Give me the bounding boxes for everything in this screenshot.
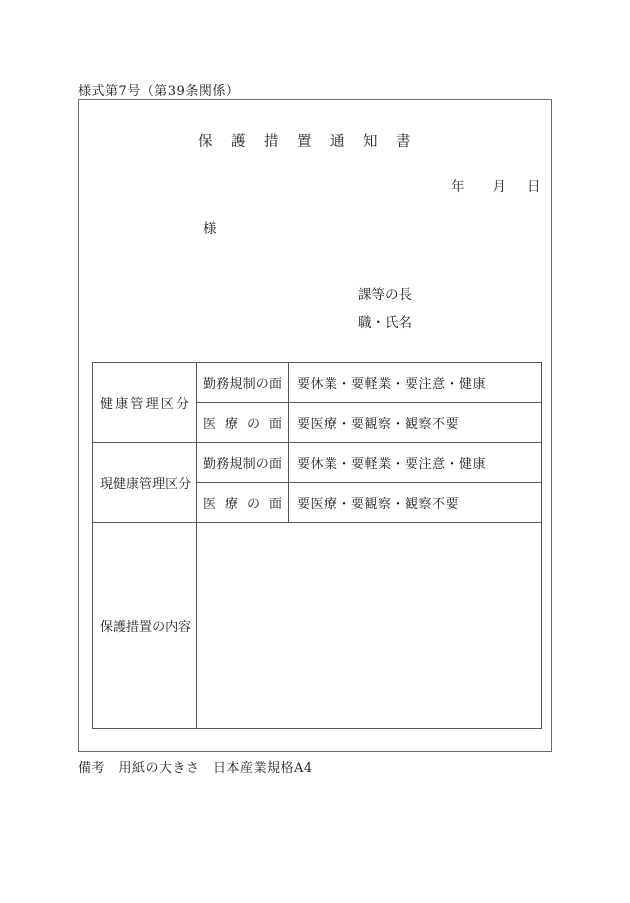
work-restriction-label: 勤 務 規 制 の 面 — [203, 377, 282, 392]
work-restriction-options: 要休業・要軽業・要注意・健康 — [289, 363, 542, 403]
addressee-honorific: 様 — [203, 221, 217, 237]
work-restriction-label-cell — [197, 443, 289, 483]
health-classification-header — [93, 363, 197, 443]
current-health-classification-header-label: 現 健 康 管 理 区 分 — [100, 477, 192, 492]
date-year-label: 年 — [451, 179, 465, 195]
protection-measures-content-cell — [197, 523, 542, 729]
medical-aspect-label-cell — [197, 403, 289, 443]
medical-aspect-label: 医 療 の 面 — [203, 417, 282, 432]
table-row — [93, 523, 542, 729]
current-health-classification-header — [93, 443, 197, 523]
protection-measures-header-label: 保 護 措 置 の 内 容 — [100, 620, 192, 635]
remarks-note: 備考 用紙の大きさ 日本産業規格A4 — [78, 761, 313, 776]
medical-aspect-options: 要医療・要観察・観察不要 — [289, 403, 542, 443]
table-row — [93, 443, 542, 483]
classification-table — [92, 362, 542, 729]
medical-aspect-options: 要医療・要観察・観察不要 — [289, 483, 542, 523]
medical-aspect-label-cell — [197, 483, 289, 523]
date-month-label: 月 — [492, 179, 506, 195]
form-outer-border — [78, 99, 552, 752]
sender-position-label: 課等の長 — [358, 287, 412, 303]
date-day-label: 日 — [527, 179, 541, 195]
form-number-label: 様式第7号（第39条関係） — [78, 84, 240, 99]
protection-measures-header — [93, 523, 197, 729]
work-restriction-label: 勤 務 規 制 の 面 — [203, 457, 282, 472]
date-line — [451, 175, 541, 195]
medical-aspect-label: 医 療 の 面 — [203, 497, 282, 512]
document-title: 保護措置通知書 — [198, 134, 429, 150]
health-classification-header-label: 健 康 管 理 区 分 — [100, 397, 189, 412]
work-restriction-options: 要休業・要軽業・要注意・健康 — [289, 443, 542, 483]
table-row — [93, 363, 542, 403]
work-restriction-label-cell — [197, 363, 289, 403]
sender-name-label: 職・氏名 — [358, 315, 412, 331]
